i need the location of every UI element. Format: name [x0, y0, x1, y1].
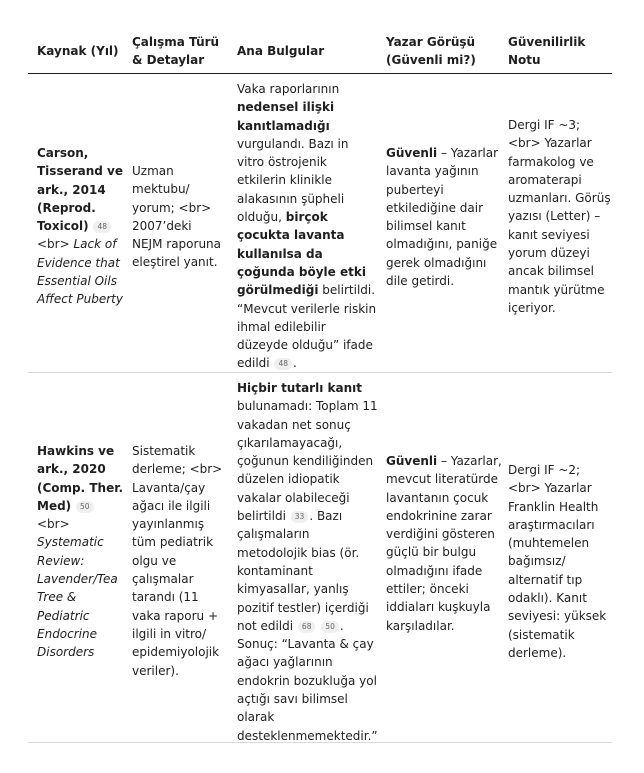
findings-text: belirtildi. “Mevcut verilerle riskin ihmal edilebilir düzeyde olduğu” ifade edildi [237, 283, 377, 371]
author-verdict: Güvenli [386, 146, 438, 160]
author-cell [386, 452, 508, 635]
author-cell [386, 144, 504, 290]
author-text: – Yazarlar, mevcut literatürde lavantanın çocuk endokrinine zarar verdiğini gösteren güçlü bir bulgu olmadığını ifade ettiler; önceki iddiaları kuşkuyla karşıladılar. [386, 454, 502, 633]
comparison-table [28, 28, 612, 743]
header-study: Çalışma Türü & Detaylar [132, 35, 220, 67]
author-verdict: Güvenli [386, 454, 438, 468]
source-title: Carson, Tisserand ve ark., 2014 (Reprod. Toxicol) [37, 146, 124, 234]
citation-badge[interactable]: 68 [298, 621, 316, 633]
citation-badge[interactable]: 48 [274, 358, 292, 370]
findings-text: . Bazı çalışmaların metodolojik bias (ör. kontaminant kimyasallar, yanlış pozitif testler) içerdiği not edildi [237, 509, 369, 633]
author-text: – Yazarlar lavanta yağının puberteyi etkilediğine dair bilimsel kanıt olmadığını, paniğe gerek olmadığını dile getirdi. [386, 146, 499, 289]
citation-badge[interactable]: 48 [93, 221, 111, 233]
findings-text: . [293, 356, 297, 371]
findings-text: . Sonuç: “Lavanta & çay ağacı yağlarının endokrin bozukluğa yol açtığı savı bilimsel olarak desteklenmemektedir.” [237, 618, 378, 743]
source-title: Hawkins ve ark., 2020 (Comp. Ther. Med) [37, 444, 123, 513]
study-cell: Uzman mektubu/ yorum; <br> 2007’deki NEJM raporuna eleştirel yanıt. [132, 164, 222, 270]
header-author: Yazar Görüşü (Güvenli mi?) [386, 35, 476, 67]
citation-badge[interactable]: 50 [321, 621, 339, 633]
source-cell [37, 442, 125, 662]
findings-text: vurgulandı. Bazı in vitro östrojenik etkilerin klinikle alakasının şüpheli olduğu, [237, 136, 349, 225]
header-source: Kaynak (Yıl) [37, 44, 119, 58]
table-row [28, 74, 612, 373]
table-row [28, 373, 612, 743]
header-reliability: Güvenilirlik Notu [508, 35, 586, 67]
source-article-title: Systematic Review: Lavender/Tea Tree & Pediatric Endocrine Disorders [37, 535, 118, 660]
findings-bold: birçok çocukta lavanta kullanılsa da çoğunda böyle etki görülmediği [237, 210, 366, 298]
reliability-cell: Dergi IF ~2; <br> Yazarlar Franklin Health araştırmacıları (muhtemelen bağımsız/ alternatif tıp odaklı). Kanıt seviyesi: yüksek (sistematik derleme). [508, 463, 607, 660]
findings-text: Vaka raporlarının [237, 82, 340, 96]
source-article-title: Lack of Evidence that Essential Oils Affect Puberty [37, 237, 123, 307]
citation-badge[interactable]: 33 [291, 511, 309, 523]
table-header-row [28, 28, 612, 74]
findings-bold: nedensel ilişki kanıtlamadığı [237, 100, 335, 133]
study-cell: Sistematik derleme; <br> Lavanta/çay ağacı ile ilgili yayınlanmış tüm pediatrik olgu ve çalışmalar tarandı (11 vaka raporu + ilgili in vitro/ epidemiyolojik veriler). [132, 444, 223, 678]
findings-cell [237, 379, 379, 745]
source-cell [37, 144, 125, 309]
findings-cell [237, 80, 379, 373]
citation-badge[interactable]: 50 [76, 501, 94, 513]
findings-text: bulunamadı: Toplam 11 vakadan net sonuç çıkarılamayacağı, çoğunun kendiliğinden düzelen idiopatik vakalar olabileceği belirtildi [237, 399, 378, 524]
header-findings: Ana Bulgular [237, 44, 325, 58]
source-linebreak: <br> [37, 517, 70, 532]
findings-bold: Hiçbir tutarlı kanıt [237, 381, 362, 395]
source-linebreak: <br> [37, 237, 70, 252]
reliability-cell: Dergi IF ~3; <br> Yazarlar farmakolog ve aromaterapi uzmanları. Görüş yazısı (Letter) – kanıt seviyesi yorum düzeyi ancak bilimsel mantık yürütme içeriyor. [508, 118, 611, 315]
